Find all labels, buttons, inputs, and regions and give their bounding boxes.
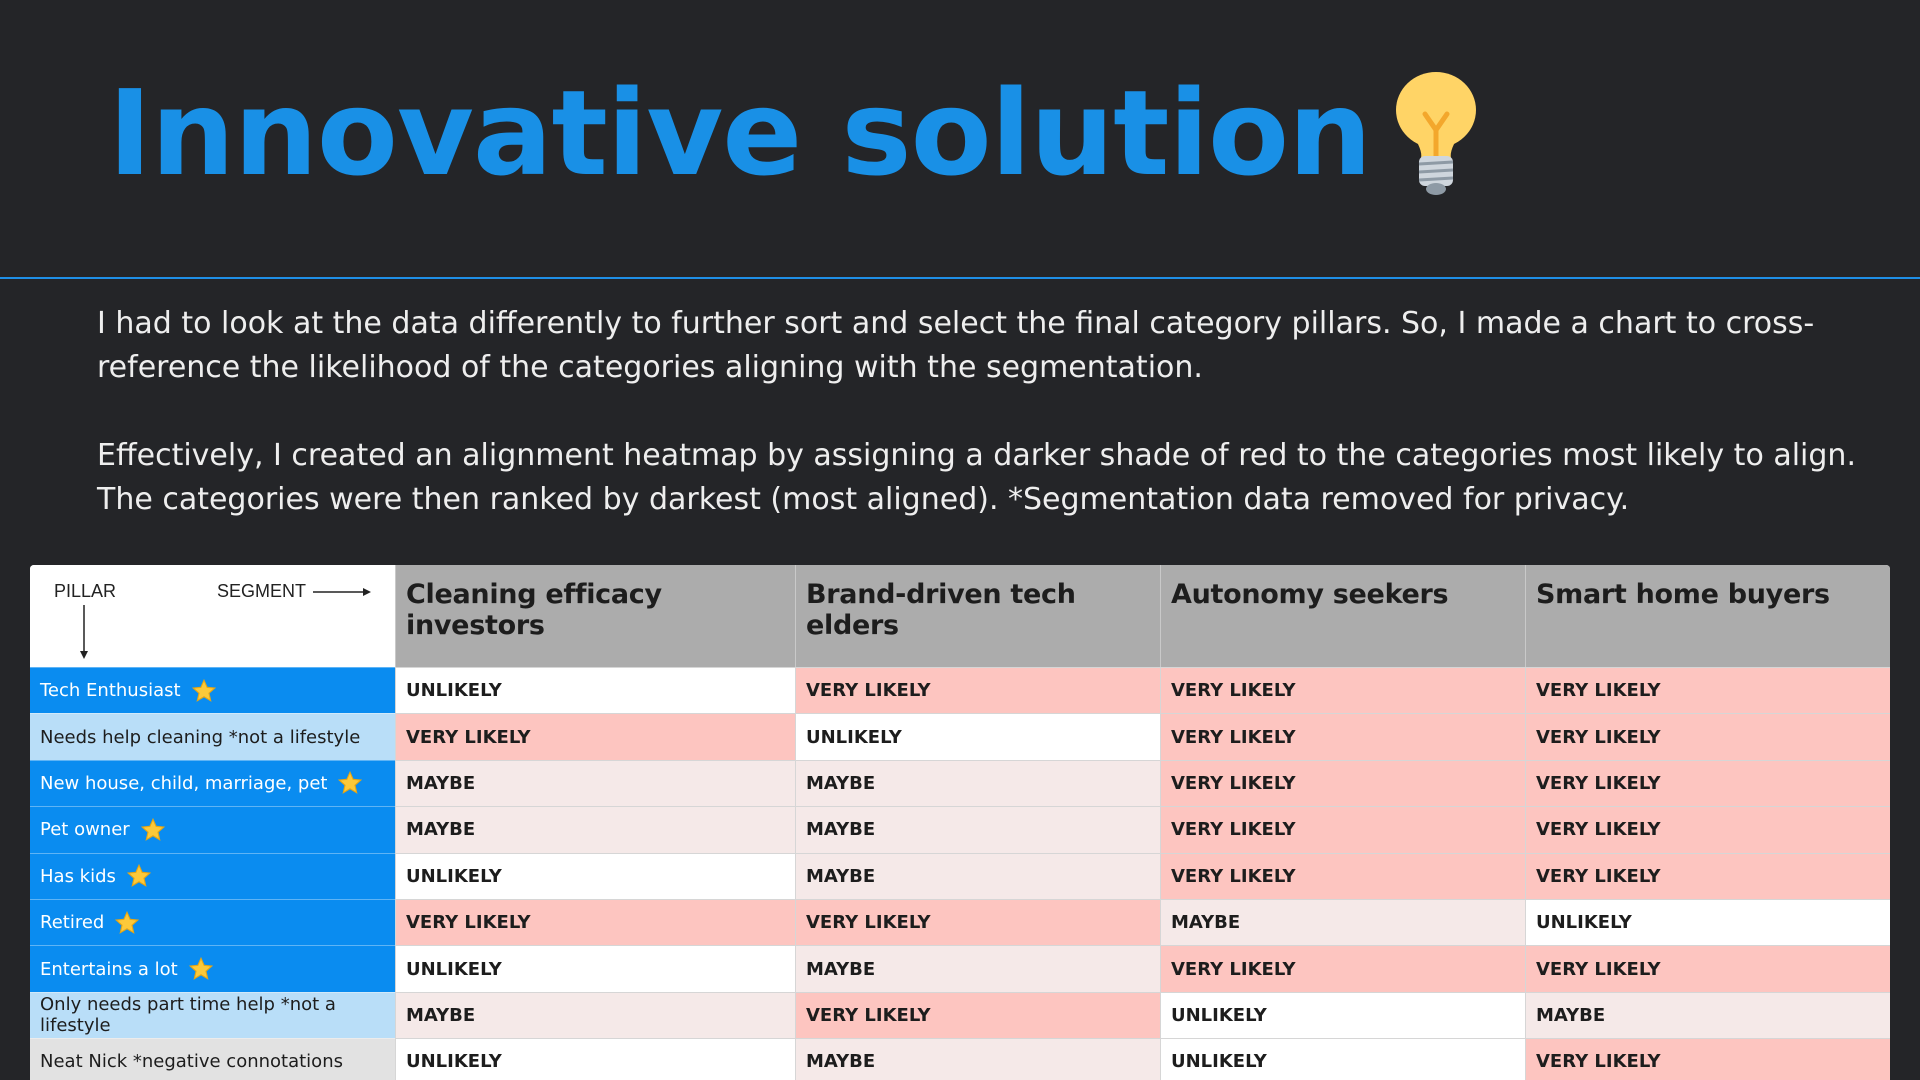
heatmap-cell: VERY LIKELY	[1160, 945, 1525, 991]
heatmap-cell: VERY LIKELY	[1525, 945, 1890, 991]
heatmap-cell: UNLIKELY	[395, 945, 795, 991]
pillar-label: New house, child, marriage, pet	[40, 772, 328, 794]
heatmap-cell: UNLIKELY	[1160, 992, 1525, 1038]
star-icon	[337, 770, 363, 796]
pillar-label: Tech Enthusiast	[40, 680, 181, 702]
heatmap-cell: UNLIKELY	[395, 1038, 795, 1080]
heatmap-cell: VERY LIKELY	[1525, 667, 1890, 713]
heatmap-cell: VERY LIKELY	[395, 899, 795, 945]
star-icon	[114, 910, 140, 936]
pillar-row-header	[30, 667, 395, 713]
heatmap-cell: MAYBE	[1160, 899, 1525, 945]
pillar-row-header	[30, 1038, 395, 1080]
heatmap-cell: VERY LIKELY	[1160, 806, 1525, 852]
heatmap-cell: MAYBE	[795, 945, 1160, 991]
column-header-0: Cleaning efficacy investors	[395, 565, 795, 667]
heatmap-cell: VERY LIKELY	[795, 899, 1160, 945]
column-header-2: Autonomy seekers	[1160, 565, 1525, 667]
column-header-3: Smart home buyers	[1525, 565, 1890, 667]
pillar-label: Pet owner	[40, 819, 130, 841]
heatmap-cell: MAYBE	[795, 760, 1160, 806]
heatmap-cell: UNLIKELY	[795, 713, 1160, 759]
pillar-row-header	[30, 992, 395, 1038]
star-icon	[126, 863, 152, 889]
pillar-label: Only needs part time help *not a lifestyle	[40, 994, 336, 1037]
pillar-label: Has kids	[40, 865, 116, 887]
heatmap-cell: VERY LIKELY	[1160, 760, 1525, 806]
segment-axis-label: SEGMENT	[217, 581, 307, 601]
heatmap-cell: MAYBE	[795, 1038, 1160, 1080]
star-icon	[188, 956, 214, 982]
heatmap-cell: MAYBE	[395, 760, 795, 806]
heatmap-cell: VERY LIKELY	[1525, 713, 1890, 759]
heatmap-cell: VERY LIKELY	[1525, 853, 1890, 899]
alignment-heatmap-table	[30, 565, 1890, 1080]
pillar-axis-label: PILLAR	[54, 581, 117, 601]
lightbulb-icon	[1393, 70, 1479, 196]
heatmap-cell: VERY LIKELY	[1160, 853, 1525, 899]
heatmap-cell: UNLIKELY	[395, 853, 795, 899]
heatmap-cell: VERY LIKELY	[1160, 667, 1525, 713]
page-title: Innovative solution	[108, 64, 1372, 202]
arrow-right-icon	[313, 585, 373, 599]
star-icon	[191, 678, 217, 704]
heatmap-cell: UNLIKELY	[395, 667, 795, 713]
title-divider	[0, 277, 1920, 279]
heatmap-cell: VERY LIKELY	[795, 992, 1160, 1038]
heatmap-cell: MAYBE	[395, 992, 795, 1038]
intro-paragraph-2: Effectively, I created an alignment heatmap by assigning a darker shade of red to the categories most likely to align. The categories were then ranked by darkest (most aligned). *Segmentation data removed for privacy.	[97, 438, 1856, 517]
heatmap-cell: UNLIKELY	[1525, 899, 1890, 945]
pillar-row-header	[30, 853, 395, 899]
pillar-row-header	[30, 899, 395, 945]
arrow-down-icon	[77, 605, 91, 661]
heatmap-cell: MAYBE	[1525, 992, 1890, 1038]
heatmap-cell: VERY LIKELY	[1525, 1038, 1890, 1080]
table-corner	[30, 565, 395, 667]
intro-paragraph-1: I had to look at the data differently to further sort and select the final category pillars. So, I made a chart to cross-reference the likelihood of the categories aligning with the segmentation.	[97, 306, 1815, 385]
pillar-label: Neat Nick *negative connotations	[40, 1051, 343, 1073]
heatmap-cell: MAYBE	[395, 806, 795, 852]
pillar-row-header	[30, 760, 395, 806]
pillar-label: Entertains a lot	[40, 958, 178, 980]
heatmap-cell: VERY LIKELY	[1160, 713, 1525, 759]
star-icon	[140, 817, 166, 843]
pillar-row-header	[30, 713, 395, 759]
title-area	[108, 64, 1479, 202]
pillar-label: Needs help cleaning *not a lifestyle	[40, 726, 361, 748]
pillar-label: Retired	[40, 912, 105, 934]
heatmap-cell: VERY LIKELY	[1525, 806, 1890, 852]
heatmap-cell: MAYBE	[795, 853, 1160, 899]
heatmap-cell: VERY LIKELY	[395, 713, 795, 759]
heatmap-cell: VERY LIKELY	[1525, 760, 1890, 806]
pillar-row-header	[30, 806, 395, 852]
column-header-1: Brand-driven tech elders	[795, 565, 1160, 667]
pillar-row-header	[30, 945, 395, 991]
heatmap-cell: UNLIKELY	[1160, 1038, 1525, 1080]
heatmap-cell: MAYBE	[795, 806, 1160, 852]
intro-text	[97, 302, 1857, 566]
heatmap-cell: VERY LIKELY	[795, 667, 1160, 713]
